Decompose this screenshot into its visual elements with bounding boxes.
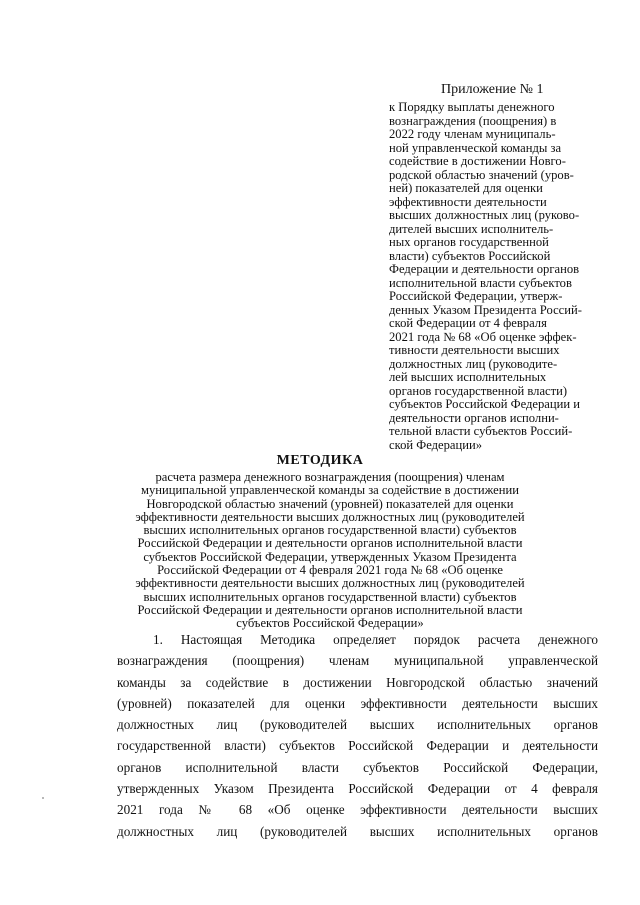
appendix-line: ской Федерации от 4 февраля <box>389 316 547 330</box>
subtitle-line: Российской Федерации и деятельности органов исполнительной власти <box>137 602 523 617</box>
appendix-reference <box>389 101 601 452</box>
appendix-line: Федерации и деятельности органов <box>389 262 580 276</box>
appendix-line: 2022 году членам муниципаль- <box>389 127 556 141</box>
appendix-line: родской областью значений (уров- <box>389 167 574 182</box>
subtitle-line: расчета размера денежного вознаграждения (поощрения) членам <box>155 470 505 484</box>
appendix-line: дителей высших исполнитель- <box>389 221 554 236</box>
body-line: государственной власти) субъектов Российской Федерации и деятельности <box>117 738 598 754</box>
body-line: (уровней) показателей для оценки эффективности деятельности высших <box>117 695 598 711</box>
body-line: 1. Настоящая Методика определяет порядок расчета денежного <box>153 632 598 647</box>
appendix-line: высших должностных лиц (руково- <box>389 208 580 222</box>
appendix-line: тельной власти субъектов Россий- <box>389 424 573 438</box>
appendix-line: к Порядку выплаты денежного <box>389 100 555 114</box>
subtitle-line: эффективности деятельности высших должностных лиц (руководителей <box>135 576 525 591</box>
appendix-line: тивности деятельности высших <box>389 343 560 357</box>
subtitle-line: Новгородской областью значений (уровней) показателей для оценки <box>146 496 514 511</box>
appendix-line: власти) субъектов Российской <box>389 248 551 263</box>
subtitle-line: Российской Федерации и деятельности органов исполнительной власти <box>137 536 523 551</box>
scan-speck <box>42 797 44 799</box>
subtitle-line: эффективности деятельности высших должностных лиц (руководителей <box>135 509 525 524</box>
methodology-subtitle <box>100 471 560 631</box>
appendix-line: денных Указом Президента Россий- <box>389 302 582 317</box>
appendix-line: эффективности деятельности <box>389 194 547 209</box>
subtitle-line: субъектов Российской Федерации, утвержденных Указом Президента <box>143 549 517 564</box>
appendix-line: ской Федерации» <box>389 437 483 452</box>
appendix-line: деятельности органов исполни- <box>389 410 559 425</box>
appendix-line: Российской Федерации, утверж- <box>389 289 563 303</box>
body-line: утвержденных Указом Президента Российской Федерации от 4 февраля <box>117 781 598 797</box>
appendix-line: ней) показателей для оценки <box>389 181 543 195</box>
appendix-line: лей высших исполнительных <box>389 370 547 384</box>
body-line: вознаграждения (поощрения) членам муниципальной управленческой <box>117 653 598 669</box>
subtitle-line: высших исполнительных органов государственной власти) субъектов <box>143 589 517 604</box>
appendix-title: Приложение № 1 <box>441 82 544 97</box>
subtitle-line: высших исполнительных органов государственной власти) субъектов <box>143 523 517 538</box>
appendix-line: должностных лиц (руководите- <box>389 356 558 371</box>
body-paragraph <box>117 629 598 842</box>
body-line: команды за содействие в достижении Новгородской областью значений <box>117 674 598 690</box>
appendix-line: 2021 года № 68 «Об оценке эффек- <box>389 329 577 344</box>
appendix-line: исполнительной власти субъектов <box>389 275 572 290</box>
body-line: должностных лиц (руководителей высших исполнительных органов <box>117 717 598 733</box>
appendix-line: ных органов государственной <box>389 235 549 249</box>
body-line: должностных лиц (руководителей высших исполнительных органов <box>117 823 598 839</box>
appendix-line: содействие в достижении Новго- <box>389 154 566 168</box>
appendix-line: органов государственной власти) <box>389 383 568 398</box>
appendix-line: вознаграждения (поощрения) в <box>389 113 557 128</box>
methodology-title: МЕТОДИКА <box>276 453 364 468</box>
body-line: 2021 года № 68 «Об оценке эффективности деятельности высших <box>117 802 598 818</box>
subtitle-line: Российской Федерации от 4 февраля 2021 года № 68 «Об оценке <box>157 563 503 578</box>
appendix-line: субъектов Российской Федерации и <box>389 397 581 411</box>
subtitle-line: субъектов Российской Федерации» <box>236 616 424 631</box>
subtitle-line: муниципальной управленческой команды за содействие в достижении <box>141 483 519 498</box>
body-line: органов исполнительной власти субъектов Российской Федерации, <box>117 759 598 775</box>
appendix-line: ной управленческой команды за <box>389 140 562 155</box>
